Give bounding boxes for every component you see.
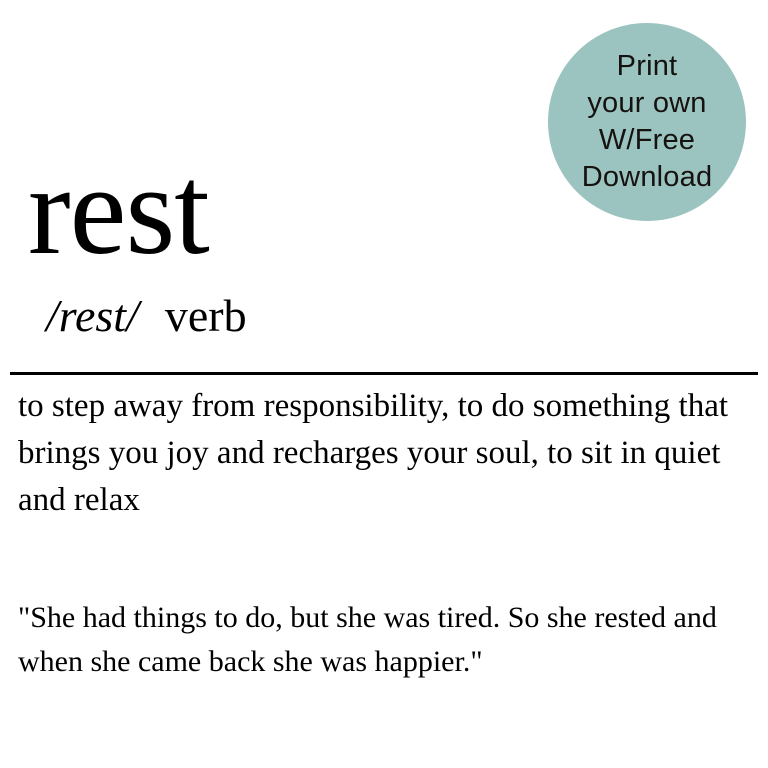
example-sentence: "She had things to do, but she was tired. So she rested and when she came back she was happier."	[18, 601, 717, 678]
pronunciation-row	[46, 289, 247, 342]
badge-line-1: Print	[616, 49, 678, 82]
print-download-badge[interactable]	[548, 23, 746, 221]
pronunciation: /rest/	[46, 290, 139, 341]
headword: rest	[28, 139, 209, 281]
divider-rule	[10, 372, 758, 375]
badge-line-3: W/Free	[598, 124, 696, 156]
badge-line-2: your own	[587, 86, 707, 119]
part-of-speech: verb	[164, 290, 247, 341]
definition-text: to step away from responsibility, to do something that brings you joy and recharges your soul, to sit in quiet and relax	[18, 388, 729, 518]
badge-line-4: Download	[581, 161, 713, 194]
